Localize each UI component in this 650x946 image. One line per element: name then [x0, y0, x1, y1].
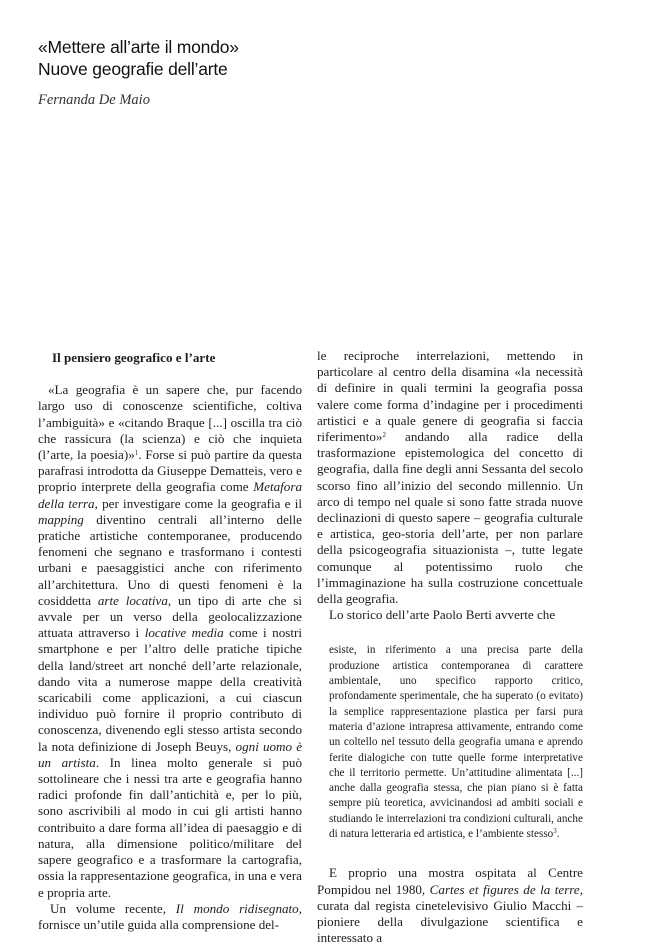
title-line-1: «Mettere all’arte il mondo»: [38, 37, 239, 57]
term-locative-media: locative media: [144, 625, 224, 641]
book-title: Metafora della terra,: [38, 479, 302, 511]
body-paragraph-1: [38, 382, 302, 901]
text-span: , un tipo di arte che si avvale per un verso della geolocalizzazione attuata attraverso i: [38, 592, 302, 641]
text-span: andando alla radice della trasformazione epistemologica del concetto di geografia, dalla fine degli anni Sessanta del secolo scorso fino all’inizio del secondo millennio. Un arco di tempo nel quale si sono fatte strada nuove declinazioni di questo sapere – geografia culturale e artistica, geo-storia dell’arte, per non parlare della psicogeografia situazionista –, tutte legate comunque al potentissimo ruolo che l’immaginazione ha sulla costruzione concettuale della geografia.: [317, 429, 583, 607]
text-span: «La geografia è un sapere che, pur facendo largo uso di conoscenze scientifiche, coltiva l’ambiguità» e «citando Braque [...] oscilla tra ciò che rassicura (la scienza) e ciò che inquieta (l’arte, la poesia)»: [38, 382, 302, 463]
text-span: , fornisce un’utile guida alla comprensione del-: [38, 900, 302, 932]
quote-text: esiste, in riferimento a una precisa parte della produzione artistica contemporanea di carattere ambientale, uno specifico rapporto critico, profondamente sperimentale, che ha superato (o evitato) la semplice rappresentazione plastica per farsi pura materia d’azione intrapresa attivamente, entrando come un coltello nel tessuto della geografia umana e aprendo ferite dialogiche con tutte quelle forme interpretative che il territorio permette. Un’attitudine alimentata [...] anche dalla geografia stessa, che pian piano si è fatta sempre più teoretica, avvicinandosi ad ambiti sociali e studiando le interrelazioni tra condizioni culturali, anche di natura letteraria ed artistica, e l’ambiente stesso: [329, 644, 583, 841]
footnote-marker-1: 1: [134, 449, 139, 458]
beuys-quote: ogni uomo è un artista: [38, 738, 303, 770]
body-paragraph-continued: [317, 348, 583, 607]
text-span: come i nostri smartphone e per l’altro delle pratiche tipiche della land/street art nonché dell’arte relazionale, dando vita a numerose mappe della creatività scaricabili come applicazioni, a cui ciascun individuo può fornire il proprio contributo di conoscenza, divenendo egli stesso artista secondo la nota definizione di Joseph Beuys,: [38, 625, 302, 754]
term-mapping: mapping: [38, 511, 84, 527]
text-span: .: [556, 828, 560, 841]
body-paragraph-2: [38, 901, 302, 933]
text-span: . Forse si può partire da questa parafrasi introdotta da Giuseppe Dematteis, vero e proprio interprete della geografia come: [38, 447, 302, 495]
section-heading: Il pensiero geografico e l’arte: [52, 350, 216, 365]
footnote-marker-3: 3: [553, 827, 557, 836]
term-arte-locativa: arte locativa: [97, 592, 168, 608]
text-span: , curata dal regista cinetelevisivo Giulio Macchi – pioniere della divulgazione scientifica e interessato a: [317, 881, 583, 946]
text-span: Un volume recente,: [50, 900, 176, 916]
author-name: Fernanda De Maio: [38, 92, 150, 108]
text-span: per investigare come la geografia e il: [97, 495, 302, 511]
title-line-2: Nuove geografie dell’arte: [38, 59, 228, 79]
right-column: [317, 348, 583, 946]
left-column: [38, 348, 302, 933]
text-span: . In linea molto generale si può sottolineare che i nessi tra arte e geografia hanno radici profonde fin dall’antichità e, per lo più, sono ascrivibili al modo in cui gli artisti hanno contribuito a dare forma all’idea di paesaggio e di natura, alla dimensione politico/militare del sapere geografico e a trasformare la cartografia, ossia la rappresentazione geografica, in una e vera e propria arte.: [38, 754, 302, 900]
book-title: Il mondo ridisegnato: [175, 900, 299, 916]
block-quote: [317, 643, 583, 842]
exhibition-title: Cartes et figures de la terre: [429, 881, 580, 897]
body-paragraph-4: [317, 865, 583, 946]
text-span: le reciproche interrelazioni, mettendo in particolare al centro della disamina «la necessità di definire in quali termini la geografia possa valere come forma d’indagine per i procedimenti artistici e a quale genere di geografia si faccia riferimento»: [317, 348, 583, 445]
article-title: [38, 36, 239, 80]
text-span: E proprio una mostra ospitata al Centre Pompidou nel 1980,: [317, 865, 583, 897]
footnote-marker-2: 2: [382, 431, 386, 440]
text-span: diventino centrali all’interno delle pratiche artistiche contemporanee, producendo fenomeni che segnano e trasformano i contesti urbani e paesaggistici anche con riferimento all’architettura. Uno di questi fenomeni è la cosiddetta: [38, 511, 302, 608]
body-paragraph-3: Lo storico dell’arte Paolo Berti avverte che: [329, 607, 556, 623]
